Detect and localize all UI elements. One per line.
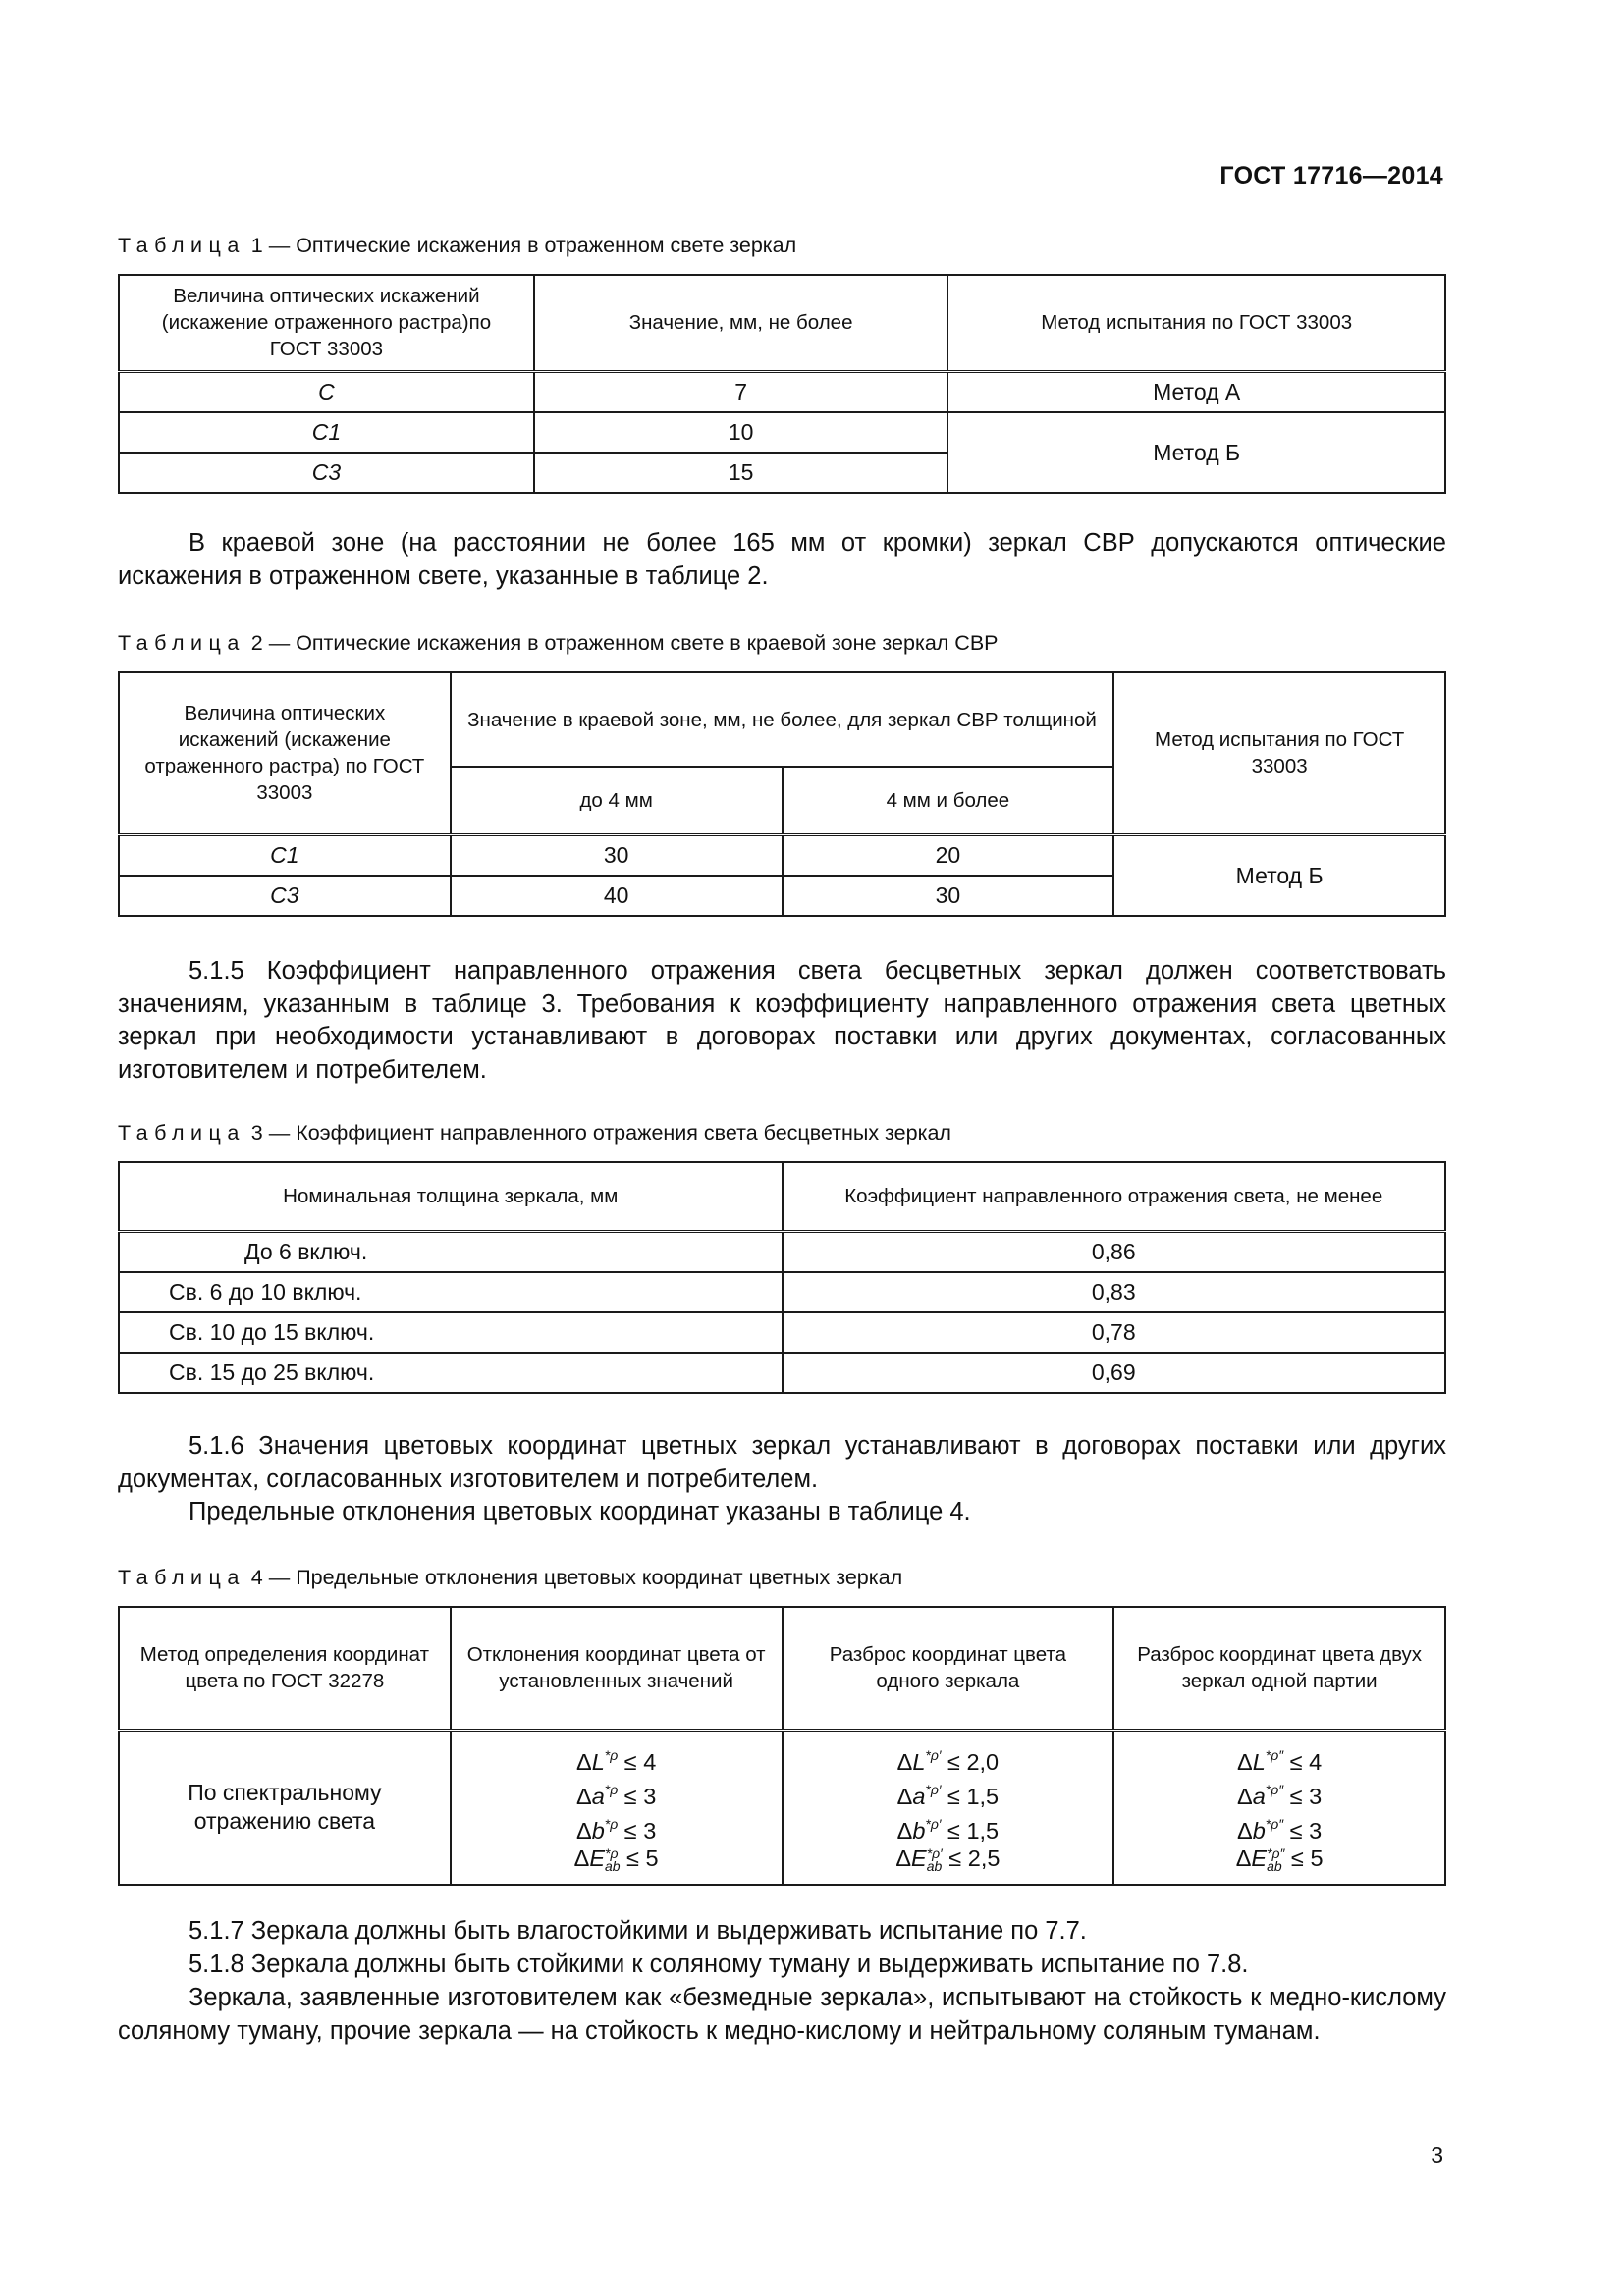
- formula-line: $\Delta a^{*\rho'} \le 1,5$: [896, 1782, 1000, 1810]
- table1-header-method: Метод испытания по ГОСТ 33003: [947, 275, 1445, 371]
- table1-method: Метод А: [947, 371, 1445, 412]
- table3: [118, 1161, 1446, 1394]
- table1-method: Метод Б: [947, 412, 1445, 493]
- formula-line: $\Delta L^{*\rho''} \le 4$: [1237, 1747, 1323, 1776]
- paragraph-text: Зеркала, заявленные изготовителем как «безмедные зеркала», испытывают на стойкость к медно-кислому соляному туману, прочие зеркала — на стойкость к медно-кислому и нейтральному соляным туманам.: [118, 1984, 1446, 2045]
- page-number: 3: [1431, 2142, 1443, 2167]
- table4: [118, 1606, 1446, 1886]
- table3-thickness: Св. 10 до 15 включ.: [119, 1312, 783, 1353]
- table1-caption-text: 1 — Оптические искажения в отраженном свете зеркал: [244, 234, 797, 257]
- table3-thickness: До 6 включ.: [119, 1231, 783, 1272]
- paragraph-text: 5.1.8 Зеркала должны быть стойкими к соляному туману и выдерживать испытание по 7.8.: [189, 1950, 1249, 1978]
- table3-header-coef: Коэффициент направленного отражения света, не менее: [783, 1162, 1446, 1231]
- paragraph-5-1-6: [118, 1430, 1446, 1496]
- paragraph-limits: [118, 1496, 1446, 1529]
- table4-spread-pair-formulas: [1113, 1730, 1445, 1885]
- table4-header-spread-single: Разброс координат цвета одного зеркала: [783, 1607, 1114, 1730]
- table2-value1: 40: [451, 876, 783, 916]
- formula-line: $\Delta L^{*\rho} \le 4$: [575, 1747, 657, 1776]
- table1-param: C: [119, 371, 534, 412]
- table1-header-value: Значение, мм, не более: [534, 275, 948, 371]
- table2-header-sub2: 4 мм и более: [783, 767, 1114, 834]
- table4-spread-single-formulas: [783, 1730, 1114, 1885]
- table3-caption-prefix: Таблица: [118, 1121, 245, 1145]
- paragraph-text: 5.1.5 Коэффициент направленного отражения света бесцветных зеркал должен соответствовать значениям, указанным в таблице 3. Требования к коэффициенту направленного отражения света цветных зеркал при необходимости устанавливают в договорах поставки или других документах, согласованных изготовителем и потребителем.: [118, 957, 1446, 1084]
- formula-line: $\Delta b^{*\rho'} \le 1,5$: [896, 1816, 1000, 1844]
- table2-header-param: Величина оптических искажений (искажение отраженного растра) по ГОСТ 33003: [119, 672, 451, 834]
- table2-method: Метод Б: [1113, 834, 1445, 916]
- table2-value2: 30: [783, 876, 1114, 916]
- formula-line: ΔE *ρ″ ab ≤ 5: [1235, 1845, 1324, 1875]
- table2-caption-text: 2 — Оптические искажения в отраженном свете в краевой зоне зеркал СВР: [244, 631, 999, 655]
- formula-line: $\Delta b^{*\rho''} \le 3$: [1237, 1816, 1323, 1844]
- table1-param: C3: [119, 453, 534, 493]
- table3-header-thickness: Номинальная толщина зеркала, мм: [119, 1162, 783, 1231]
- table4-deviation-formulas: [451, 1730, 783, 1885]
- table4-header-spread-pair: Разброс координат цвета двух зеркал одной партии: [1113, 1607, 1445, 1730]
- table4-header-deviation: Отклонения координат цвета от установленных значений: [451, 1607, 783, 1730]
- table2-header-value-group: Значение в краевой зоне, мм, не более, для зеркал СВР толщиной: [451, 672, 1114, 767]
- table-row: [119, 834, 1445, 876]
- paragraph-5-1-5: [118, 955, 1446, 1087]
- table4-caption: [118, 1566, 902, 1590]
- formula-line: ΔE *ρ′ ab ≤ 2,5: [895, 1845, 1001, 1875]
- table1-caption: [118, 234, 796, 258]
- document-code: ГОСТ 17716—2014: [1219, 162, 1443, 189]
- table3-thickness: Св. 6 до 10 включ.: [119, 1272, 783, 1312]
- table2-param: C1: [119, 834, 451, 876]
- table1-caption-prefix: Таблица: [118, 234, 245, 257]
- table2-value2: 20: [783, 834, 1114, 876]
- paragraph-text: 5.1.7 Зеркала должны быть влагостойкими и выдерживать испытание по 7.7.: [189, 1917, 1087, 1945]
- table3-coef: 0,86: [783, 1231, 1446, 1272]
- table1-param: C1: [119, 412, 534, 453]
- formula-line: $\Delta L^{*\rho'} \le 2,0$: [896, 1747, 1000, 1776]
- paragraph-text: В краевой зоне (на расстоянии не более 165 мм от кромки) зеркал СВР допускаются оптические искажения в отраженном свете, указанные в таблице 2.: [118, 529, 1446, 590]
- paragraph-5-1-7: [118, 1915, 1446, 1949]
- table3-coef: 0,83: [783, 1272, 1446, 1312]
- table4-method: По спектральному отражению света: [119, 1730, 451, 1885]
- table4-caption-text: 4 — Предельные отклонения цветовых координат цветных зеркал: [244, 1566, 903, 1589]
- table4-header-method: Метод определения координат цвета по ГОСТ 32278: [119, 1607, 451, 1730]
- table2-caption-prefix: Таблица: [118, 631, 245, 655]
- table-row: [119, 1353, 1445, 1393]
- paragraph-edge-zone: [118, 527, 1446, 593]
- table3-coef: 0,78: [783, 1312, 1446, 1353]
- paragraph-5-1-8: [118, 1949, 1446, 1982]
- table2-header-sub1: до 4 мм: [451, 767, 783, 834]
- formula-line: $\Delta b^{*\rho} \le 3$: [575, 1816, 657, 1844]
- paragraph-text: Предельные отклонения цветовых координат указаны в таблице 4.: [189, 1498, 971, 1525]
- table-row: [119, 371, 1445, 412]
- table1-header-param: Величина оптических искажений (искажение отраженного растра)по ГОСТ 33003: [119, 275, 534, 371]
- formula-line: $\Delta a^{*\rho''} \le 3$: [1237, 1782, 1323, 1810]
- table4-caption-prefix: Таблица: [118, 1566, 245, 1589]
- table1-value: 7: [534, 371, 948, 412]
- formula-line: $\Delta a^{*\rho} \le 3$: [575, 1782, 657, 1810]
- table1: [118, 274, 1446, 494]
- table3-coef: 0,69: [783, 1353, 1446, 1393]
- table2-param: C3: [119, 876, 451, 916]
- table3-thickness: Св. 15 до 25 включ.: [119, 1353, 783, 1393]
- table-row: [119, 1231, 1445, 1272]
- table1-value: 15: [534, 453, 948, 493]
- table3-caption-text: 3 — Коэффициент направленного отражения света бесцветных зеркал: [244, 1121, 951, 1145]
- paragraph-text: 5.1.6 Значения цветовых координат цветных зеркал устанавливают в договорах поставки или других документах, согласованных изготовителем и потребителем.: [118, 1432, 1446, 1493]
- table3-caption: [118, 1121, 951, 1146]
- formula-line: ΔE *ρ ab ≤ 5: [573, 1845, 659, 1875]
- table2-header-method: Метод испытания по ГОСТ 33003: [1113, 672, 1445, 834]
- table2-value1: 30: [451, 834, 783, 876]
- table-row: [119, 1272, 1445, 1312]
- paragraph-salt-fog: [118, 1982, 1446, 2048]
- table-row: [119, 1312, 1445, 1353]
- table2: [118, 671, 1446, 917]
- table1-value: 10: [534, 412, 948, 453]
- table-row: [119, 412, 1445, 453]
- table-row: [119, 1730, 1445, 1885]
- table2-caption: [118, 631, 999, 656]
